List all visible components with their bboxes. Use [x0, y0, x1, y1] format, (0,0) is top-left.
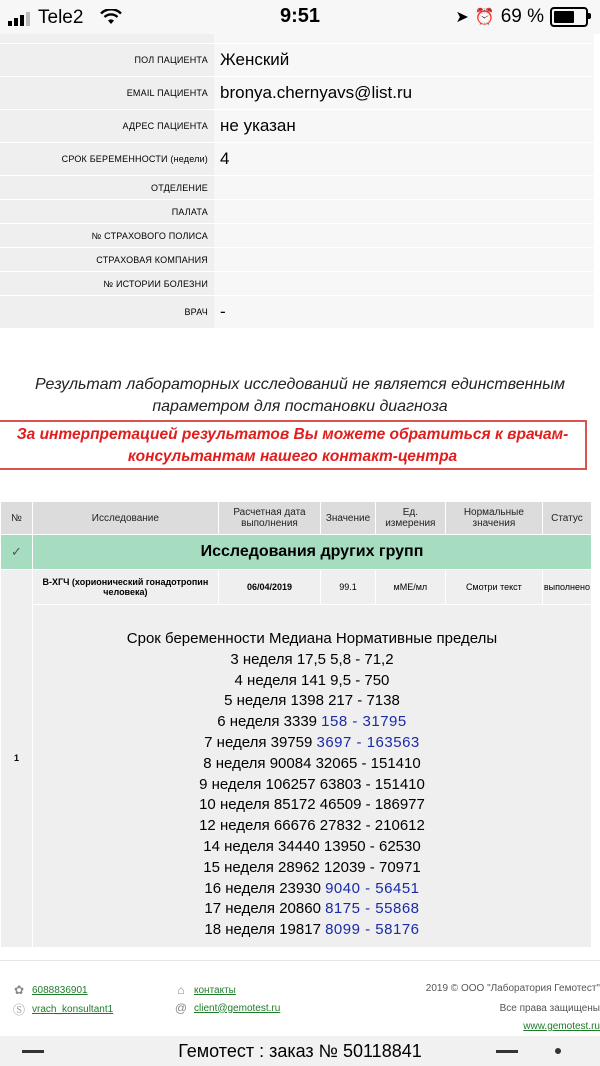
- row-number: 1: [1, 570, 33, 948]
- patient-value: [214, 176, 594, 199]
- detail-line: Срок беременности Медиана Нормативные пределы: [126, 630, 498, 647]
- table-header: [1, 502, 592, 535]
- patient-label: ВРАЧ: [0, 296, 214, 328]
- skype-icon: Ⓢ: [12, 1003, 25, 1017]
- battery-icon: [550, 7, 588, 27]
- status-right: [455, 6, 588, 28]
- patient-value: не указан: [214, 110, 594, 142]
- patient-label: № ИСТОРИИ БОЛЕЗНИ: [0, 272, 214, 295]
- test-name: B-ХГЧ (хорионический гонадотропин человека): [32, 570, 218, 605]
- bottom-bar: [0, 1036, 600, 1066]
- patient-value: [214, 272, 594, 295]
- patient-row: [0, 296, 594, 329]
- patient-value: Женский: [214, 44, 594, 76]
- patient-value: [214, 248, 594, 271]
- detail-line: 18 неделя 19817 8099 - 58176: [204, 921, 420, 939]
- site-link[interactable]: www.gemotest.ru: [523, 1021, 600, 1032]
- results-table: [0, 501, 592, 948]
- detail-line: 12 неделя 66676 27832 - 210612: [199, 817, 425, 835]
- detail-line: 3 неделя 17,5 5,8 - 71,2: [230, 650, 394, 668]
- detail-line: 8 неделя 90084 32065 - 151410: [203, 754, 421, 772]
- handle-icon[interactable]: [496, 1050, 518, 1053]
- detail-line: 10 неделя 85172 46509 - 186977: [199, 796, 425, 814]
- patient-label: СРОК БЕРЕМЕННОСТИ (недели): [0, 143, 214, 175]
- patient-label: ПОЛ ПАЦИЕНТА: [0, 44, 214, 76]
- patient-label: АДРЕС ПАЦИЕНТА: [0, 110, 214, 142]
- footer-skype[interactable]: Ⓢ vrach_konsultant1: [12, 1003, 114, 1017]
- group-row: [1, 535, 592, 570]
- patient-label: СТРАХОВАЯ КОМПАНИЯ: [0, 248, 214, 271]
- order-title: Гемотест : заказ № 50118841: [178, 1041, 422, 1061]
- col-num: №: [1, 502, 33, 535]
- patient-info: [0, 34, 594, 329]
- col-test: Исследование: [32, 502, 218, 535]
- checkmark-icon[interactable]: ✓: [1, 535, 33, 570]
- col-status: Статус: [542, 502, 591, 535]
- patient-label: ПАЛАТА: [0, 200, 214, 223]
- group-title: Исследования других групп: [32, 535, 591, 570]
- test-date: 06/04/2019: [218, 570, 320, 605]
- detail-line: 5 неделя 1398 217 - 7138: [224, 692, 400, 710]
- patient-value: -: [214, 296, 594, 328]
- patient-row: [0, 44, 594, 77]
- test-value: 99.1: [321, 570, 376, 605]
- detail-line: 7 неделя 39759 3697 - 163563: [204, 733, 420, 751]
- test-status: выполнено: [542, 570, 591, 605]
- col-unit: Ед. измерения: [375, 502, 445, 535]
- patient-row: [0, 272, 594, 296]
- patient-label: ОТДЕЛЕНИЕ: [0, 176, 214, 199]
- clock: 9:51: [279, 5, 321, 27]
- test-unit: мМЕ/мл: [375, 570, 445, 605]
- patient-row: [0, 143, 594, 176]
- col-date: Расчетная дата выполнения: [218, 502, 320, 535]
- col-value: Значение: [321, 502, 376, 535]
- alarm-icon: ⏰: [474, 9, 495, 26]
- detail-row: [1, 605, 592, 948]
- battery-percent: 69 %: [500, 6, 544, 27]
- disclaimer-note: Результат лабораторных исследований не является единственным параметром для постановки диагноза: [35, 376, 565, 415]
- col-norm: Нормальные значения: [445, 502, 542, 535]
- patient-row-cut: [0, 34, 594, 44]
- patient-row: [0, 176, 594, 200]
- support-icon: ✿: [13, 983, 25, 997]
- copyright: 2019 © ООО "Лаборатория Гемотест": [425, 983, 600, 994]
- detail-line: 15 неделя 28962 12039 - 70971: [203, 858, 421, 876]
- patient-row: [0, 77, 594, 110]
- detail-line: 17 неделя 20860 8175 - 55868: [204, 900, 420, 918]
- patient-value: [214, 200, 594, 223]
- footer: [0, 960, 600, 1037]
- patient-row: [0, 110, 594, 143]
- patient-label: № СТРАХОВОГО ПОЛИСА: [0, 224, 214, 247]
- patient-label: EMAIL ПАЦИЕНТА: [0, 77, 214, 109]
- patient-row: [0, 248, 594, 272]
- detail-line: 6 неделя 3339 158 - 31795: [217, 713, 407, 731]
- status-bar: [0, 0, 600, 34]
- carrier-name: Tele2: [38, 7, 84, 28]
- table-row: [1, 570, 592, 605]
- detail-line: 16 неделя 23930 9040 - 56451: [204, 879, 420, 897]
- footer-email[interactable]: @ client@gemotest.ru: [174, 1001, 281, 1015]
- at-icon: @: [174, 1001, 188, 1015]
- rights-text: Все права защищены: [499, 1003, 600, 1014]
- detail-line: 14 неделя 34440 13950 - 62530: [203, 837, 421, 855]
- location-icon: ➤: [455, 9, 469, 26]
- consultation-warning: За интерпретацией результатов Вы можете обратиться к врачам-консультантам нашего контакт-центра: [0, 420, 587, 470]
- footer-contacts[interactable]: ⌂ контакты: [174, 983, 236, 997]
- norm-details: [32, 605, 591, 948]
- patient-value: [214, 224, 594, 247]
- patient-email[interactable]: bronya.chernyavs@list.ru: [214, 77, 594, 109]
- footer-phone[interactable]: ✿ 6088836901: [13, 983, 88, 997]
- patient-value: 4: [214, 143, 594, 175]
- detail-line: 4 неделя 141 9,5 - 750: [234, 671, 390, 689]
- test-norm: Смотри текст: [445, 570, 542, 605]
- detail-line: 9 неделя 106257 63803 - 151410: [199, 775, 425, 793]
- home-icon: ⌂: [177, 983, 185, 997]
- dot-icon[interactable]: [555, 1048, 561, 1054]
- patient-row: [0, 200, 594, 224]
- patient-row: [0, 224, 594, 248]
